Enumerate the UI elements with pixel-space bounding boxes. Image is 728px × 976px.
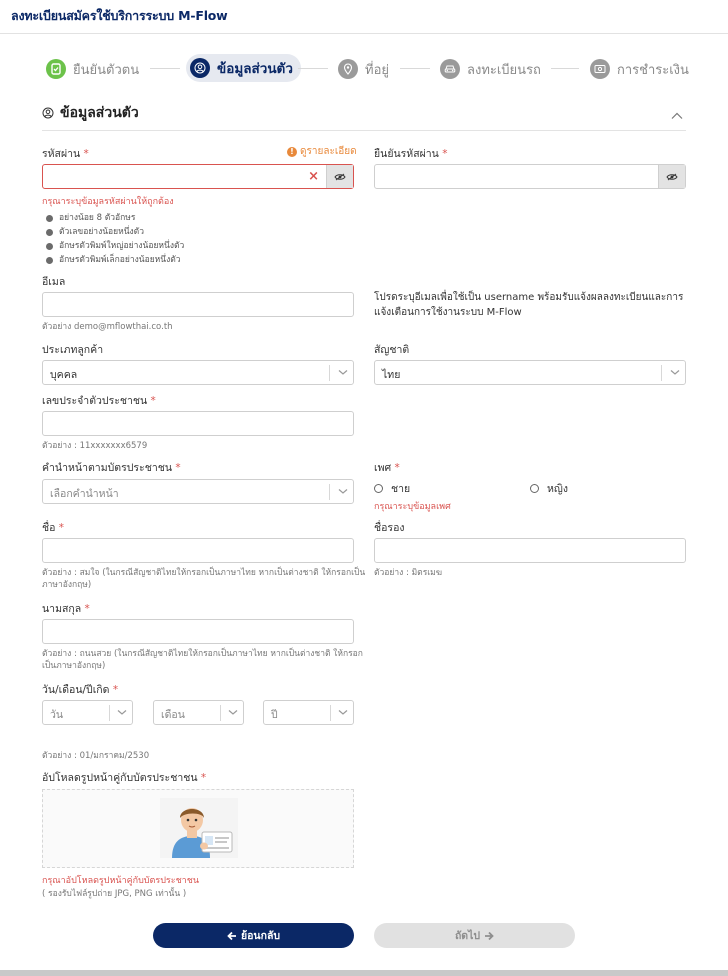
email-label: อีเมล [42, 276, 66, 288]
step-connector [400, 68, 430, 69]
step-payment[interactable] [590, 56, 689, 82]
chevron-down-icon [668, 365, 682, 379]
step-vehicle-registration[interactable] [440, 56, 541, 82]
birth-year-select[interactable]: ปี [263, 700, 354, 725]
birth-day-select[interactable]: วัน [42, 700, 133, 725]
birth-date-label: วัน/เดือน/ปีเกิด * [42, 684, 119, 696]
last-name-label: นามสกุล * [42, 603, 90, 615]
confirm-password-label: ยืนยันรหัสผ่าน * [374, 148, 448, 160]
step-verify-identity[interactable] [46, 56, 139, 82]
password-label: รหัสผ่าน * [42, 148, 89, 160]
id-card-field[interactable] [42, 411, 354, 436]
password-error: กรุณาระบุข้อมูลรหัสผ่านให้ถูกต้อง [42, 197, 174, 207]
id-card-label: เลขประจำตัวประชาชน * [42, 395, 156, 407]
eye-icon[interactable] [326, 165, 353, 188]
page-title: ลงทะเบียนสมัครใช้บริการระบบ M-Flow [11, 8, 228, 23]
user-icon [190, 58, 210, 78]
nickname-hint: ตัวอย่าง : มิตรเมฆ [374, 568, 443, 578]
list-item: ตัวเลขอย่างน้อยหนึ่งตัว [46, 225, 184, 239]
section-title: ข้อมูลส่วนตัว [60, 105, 139, 121]
id-card-hint: ตัวอย่าง : 11xxxxxxx6579 [42, 441, 148, 451]
user-icon [42, 107, 54, 119]
id-photo-upload-area[interactable] [42, 789, 354, 868]
step-label: ข้อมูลส่วนตัว [217, 61, 293, 77]
back-button[interactable]: ย้อนกลับ [153, 923, 354, 948]
email-hint: ตัวอย่าง demo@mflowthai.co.th [42, 322, 173, 332]
chevron-down-icon [115, 705, 129, 719]
first-name-label: ชื่อ * [42, 522, 65, 534]
nickname-field[interactable] [374, 538, 686, 563]
warning-icon: ! [287, 147, 297, 157]
email-info: โปรดระบุอีเมลเพื่อใช้เป็น username พร้อมรับแจ้งผลลงทะเบียนและการ แจ้งเตือนการใช้งานระบบ M-Flow [374, 292, 684, 318]
birth-date-hint: ตัวอย่าง : 01/มกราคม/2530 [42, 751, 150, 761]
section-header [42, 102, 139, 124]
location-pin-icon [338, 59, 358, 79]
chevron-up-icon[interactable] [670, 106, 684, 125]
password-field[interactable] [42, 164, 354, 189]
step-connector [150, 68, 180, 69]
title-prefix-select[interactable]: เลือกคำนำหน้า [42, 479, 354, 504]
step-label: ที่อยู่ [365, 62, 389, 78]
first-name-hint: ตัวอย่าง : สมใจ (ในกรณีสัญชาติไทยให้กรอกเป็นภาษาไทย หากเป็นต่างชาติ ให้กรอกเป็น ภาษาอังกฤษ) [42, 568, 366, 590]
password-details-link[interactable]: ! ดูรายละเอียด [287, 144, 357, 159]
eye-icon[interactable] [658, 165, 685, 188]
first-name-field[interactable] [42, 538, 354, 563]
step-connector [551, 68, 579, 69]
step-label: ลงทะเบียนรถ [467, 62, 541, 78]
title-prefix-label: คำนำหน้าตามบัตรประชาชน * [42, 462, 181, 474]
last-name-field[interactable] [42, 619, 354, 644]
gender-error: กรุณาระบุข้อมูลเพศ [374, 502, 451, 512]
clear-icon[interactable]: × [308, 169, 319, 184]
section-divider [42, 130, 686, 131]
customer-type-select[interactable]: บุคคล [42, 360, 354, 385]
birth-month-select[interactable]: เดือน [153, 700, 244, 725]
nickname-label: ชื่อรอง [374, 522, 405, 534]
password-rules [46, 211, 184, 267]
gender-female-radio[interactable]: หญิง [530, 480, 568, 497]
arrow-left-icon [227, 931, 237, 941]
bottom-scrollbar[interactable] [0, 970, 728, 976]
nationality-label: สัญชาติ [374, 344, 410, 356]
chevron-down-icon [336, 705, 350, 719]
upload-label: อัปโหลดรูปหน้าคู่กับบัตรประชาชน * [42, 772, 207, 784]
arrow-right-icon [484, 931, 494, 941]
check-icon [46, 59, 66, 79]
gender-male-radio[interactable]: ชาย [374, 480, 410, 497]
chevron-down-icon [226, 705, 240, 719]
next-button[interactable]: ถัดไป [374, 923, 575, 948]
payment-icon [590, 59, 610, 79]
step-connector [298, 68, 328, 69]
last-name-hint: ตัวอย่าง : ถนนสวย (ในกรณีสัญชาติไทยให้กรอกเป็นภาษาไทย หากเป็นต่างชาติ ให้กรอก เป็นภาษาอังกฤษ) [42, 649, 363, 671]
page-header [0, 0, 728, 34]
id-selfie-illustration [160, 798, 238, 858]
upload-error: กรุณาอัปโหลดรูปหน้าคู่กับบัตรประชาชน [42, 876, 199, 886]
step-label: การชำระเงิน [617, 62, 689, 78]
upload-note: ( รองรับไฟล์รูปถ่าย JPG, PNG เท่านั้น ) [42, 889, 187, 899]
list-item: อักษรตัวพิมพ์ใหญ่อย่างน้อยหนึ่งตัว [46, 239, 184, 253]
car-icon [440, 59, 460, 79]
step-personal-info[interactable] [186, 54, 301, 82]
email-field[interactable] [42, 292, 354, 317]
confirm-password-field[interactable] [374, 164, 686, 189]
step-address[interactable] [338, 56, 389, 82]
step-label: ยืนยันตัวตน [73, 62, 140, 78]
gender-label: เพศ * [374, 462, 400, 474]
customer-type-label: ประเภทลูกค้า [42, 344, 104, 356]
chevron-down-icon [336, 484, 350, 498]
list-item: อย่างน้อย 8 ตัวอักษร [46, 211, 184, 225]
list-item: อักษรตัวพิมพ์เล็กอย่างน้อยหนึ่งตัว [46, 253, 184, 267]
nationality-select[interactable]: ไทย [374, 360, 686, 385]
chevron-down-icon [336, 365, 350, 379]
